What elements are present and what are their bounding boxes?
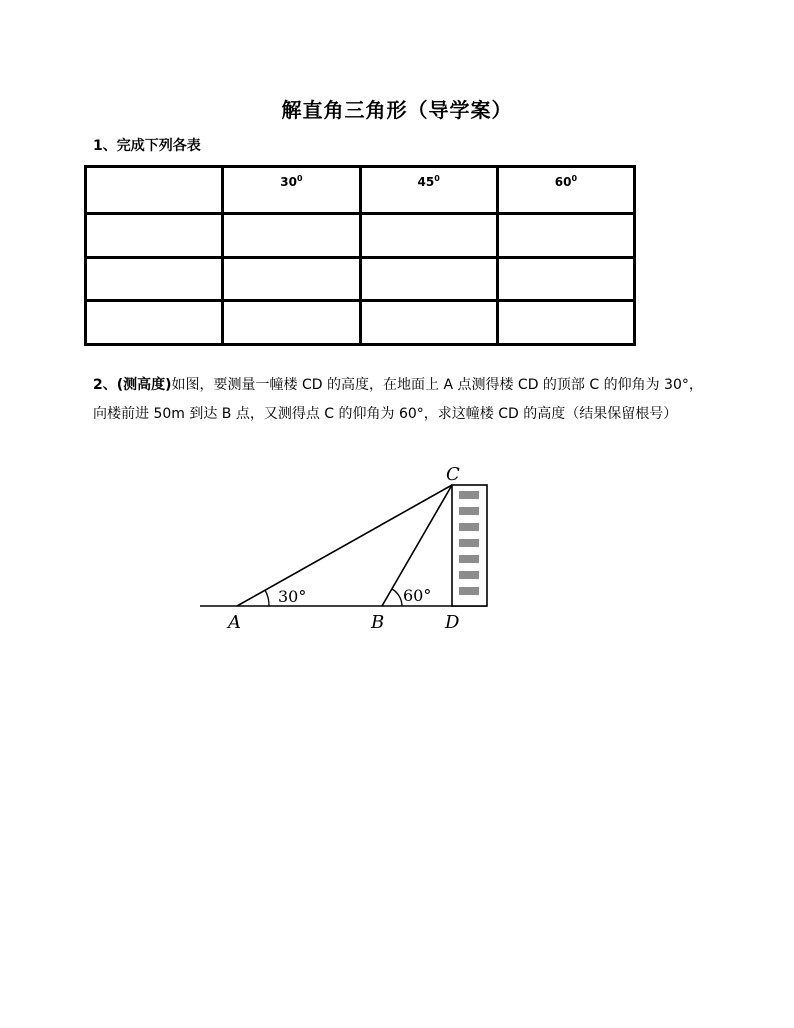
window xyxy=(459,523,479,531)
point-label-c: C xyxy=(446,464,460,485)
angle-label-b: 60° xyxy=(403,586,432,605)
page-title: 解直角三角形（导学案） xyxy=(281,98,513,122)
table-header-cell: $60^0$ xyxy=(497,167,634,214)
window xyxy=(459,507,479,515)
window xyxy=(459,491,479,499)
window xyxy=(459,571,479,579)
angle-arc-a xyxy=(265,590,269,606)
angle-label-a: 30° xyxy=(278,587,307,606)
table-header-cell: $45^0$ xyxy=(360,167,497,214)
point-label-d: D xyxy=(445,612,460,633)
window xyxy=(459,587,479,595)
table-header-cell: $30^0$ xyxy=(223,167,360,214)
window xyxy=(459,539,479,547)
question-1-heading: 1、完成下列各表 xyxy=(93,138,201,154)
point-label-a: A xyxy=(228,612,241,633)
question-2-number: 2、 xyxy=(93,377,117,393)
window xyxy=(459,555,479,563)
angle-arc-b xyxy=(392,589,402,606)
point-label-b: B xyxy=(371,612,385,633)
question-2-tag: (测高度) xyxy=(116,377,172,393)
question-2-body: 如图，要测量一幢楼 CD 的高度，在地面上 A 点测得楼 CD 的顶部 C 的仰角为 30°，向楼前进 50m 到达 B 点，又测得点 C 的仰角为 60°，求这幢楼 CD 的高度（结果保留根号） xyxy=(93,377,703,422)
